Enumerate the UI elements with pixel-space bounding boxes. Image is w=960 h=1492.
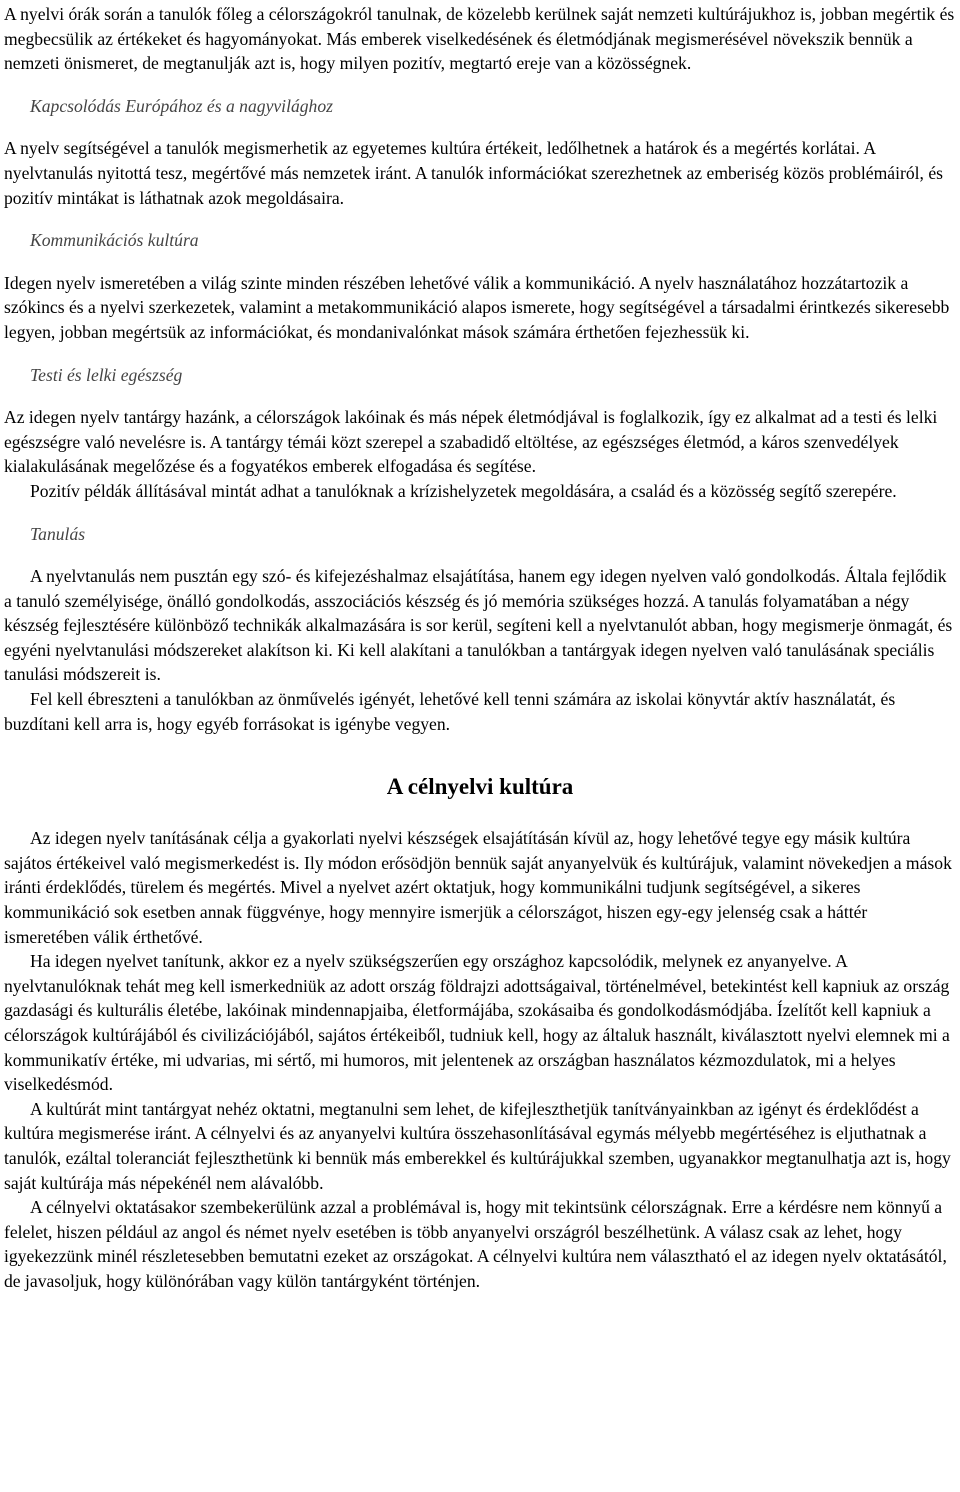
- section-communication-paragraph: Idegen nyelv ismeretében a világ szinte minden részében lehetővé válik a kommunikáció. A nyelv használatához hozzátartozik a szókincs és a nyelvi szerkezetek, valamint a metakommunikáció alapos ismerete, hogy segítségével a társadalmi érintkezés sikeresebb legyen, jobban megértsük az információkat, és mondanivalónkat mások számára érthetően fejezhessük ki.: [4, 272, 950, 342]
- section-heading-health: Testi és lelki egészség: [30, 364, 183, 385]
- intro-paragraph: A nyelvi órák során a tanulók főleg a célországokról tanulnak, de közelebb kerülnek saját nemzeti kultúrájukhoz is, jobban megértik és megbecsülik az értékeket és hagyományokat. Más emberek viselkedésének és életmódjának megismerésével növekszik bennük a nemzeti önismeret, de megtanulják azt is, hogy milyen pozitív, megtartó ereje van a közösségnek.: [4, 4, 955, 74]
- section-health-paragraph-1: Az idegen nyelv tantárgy hazánk, a célországok lakóinak és más népek életmódjával is foglalkozik, így ez alkalmat ad a testi és lelki egészségre való nevelésre is. A tantárgy témái közt szerepel a szabadidő eltöltése, az egészséges életmód, a káros szenvedélyek kialakulásának megelőzése és a fogyatékos emberek elfogadása és segítése.: [4, 407, 938, 477]
- section-heading-communication: Kommunikációs kultúra: [30, 230, 199, 251]
- section-health-paragraph-2: Pozitív példák állításával mintát adhat a tanulóknak a krízishelyzetek megoldására, a család és a közösség segítő szerepére.: [30, 480, 897, 501]
- culture-section-title: A célnyelvi kultúra: [386, 774, 574, 800]
- section-learning-paragraph-2: Fel kell ébreszteni a tanulókban az önművelés igényét, lehetővé kell tenni számára az iskolai könyvtár aktív használatát, és buzdítani kell arra is, hogy egyéb forrásokat is igénybe vegyen.: [4, 689, 896, 734]
- section-heading-europe: Kapcsolódás Európához és a nagyvilághoz: [30, 95, 333, 116]
- section-heading-learning: Tanulás: [30, 523, 86, 544]
- culture-paragraph-2: Ha idegen nyelvet tanítunk, akkor ez a nyelv szükségszerűen egy országhoz kapcsolódik, melynek ez anyanyelve. A nyelvtanulóknak tehát meg kell ismerkedniük az adott ország földrajzi adottságaival, történelmével, betekintést kell kapniuk az ország gazdasági és kulturális életébe, lakóinak mindennapjaiba, életformájába, szokásaiba és gondolkodásmódjába. Ízelítőt kell kapniuk a célországok kultúrájából és civilizációjából, sajátos értékeiből, tudniuk kell, hogy az általuk használt, kiválasztott nyelvi elemnek mi a kommunikatív értéke, mi udvarias, mi sértő, mi humoros, mit jelentenek az országban használatos kézmozdulatok, mi a helyes viselkedésmód.: [4, 951, 950, 1095]
- culture-paragraph-3: A kultúrát mint tantárgyat nehéz oktatni, megtanulni sem lehet, de kifejleszthetjük tanítványainkban az igényt és érdeklődést a kultúra megismerése iránt. A célnyelvi és az anyanyelvi kultúra összehasonlításával egymás mélyebb megértéséhez is eljuthatnak a tanulók, ezáltal toleranciát fejleszthetünk ki bennük más emberekkel és kultúrájukkal szemben, ugyanakkor megtanulhatja azt is, hogy saját kultúrája más népekénél nem alávalóbb.: [4, 1098, 951, 1193]
- section-learning-paragraph-1: A nyelvtanulás nem pusztán egy szó- és kifejezéshalmaz elsajátítása, hanem egy idegen nyelven való gondolkodás. Általa fejlődik a tanuló személyisége, önálló gondolkodás, asszociációs készség és jó memória szükséges hozzá. A tanulás folyamatában a négy készség fejlesztésére különböző technikák alkalmazására is sor kerül, segíteni kell a nyelvtanulót abban, hogy megismerje önmagát, és egyéni nyelvtanulási módszereket alakítson ki. Ki kell alakítani a tanulókban a tantárgyak idegen nyelven való tanulásának speciális tanulási módszereit is.: [4, 566, 953, 685]
- culture-paragraph-1: Az idegen nyelv tanításának célja a gyakorlati nyelvi készségek elsajátításán kívül az, hogy lehetővé tegye egy másik kultúra sajátos értékeivel való megismerkedést is. Ily módon erősödjön bennük saját anyanyelvük és kultúrájuk, valamint növekedjen a mások iránti érdeklődés, türelem és megértés. Mivel a nyelvet azért oktatjuk, hogy kommunikálni tudjunk segítségével, a sikeres kommunikáció sok esetben annak függvénye, hogy mennyire ismerjük a célországot, hiszen egy-egy jelenség csak a háttér ismeretében válik érthetővé.: [4, 828, 952, 947]
- culture-paragraph-4: A célnyelvi oktatásakor szembekerülünk azzal a problémával is, hogy mit tekintsünk célországnak. Erre a kérdésre nem könnyű a felelet, hiszen például az angol és német nyelv esetében is több anyanyelvi országról beszélhetünk. A válasz csak az lehet, hogy igyekezzünk minél részletesebben bemutatni ezeket az országokat. A célnyelvi kultúra nem választható el az idegen nyelv oktatásától, de javasoljuk, hogy különórában vagy külön tantárgyként történjen.: [4, 1197, 947, 1291]
- section-europe-paragraph: A nyelv segítségével a tanulók megismerhetik az egyetemes kultúra értékeit, ledőlhetnek a határok és a megértés korlátai. A nyelvtanulás nyitottá tesz, megértővé más nemzetek iránt. A tanulók információkat szerezhetnek az emberiség közös problémáiról, és pozitív mintákat is láthatnak azok megoldásaira.: [4, 138, 943, 208]
